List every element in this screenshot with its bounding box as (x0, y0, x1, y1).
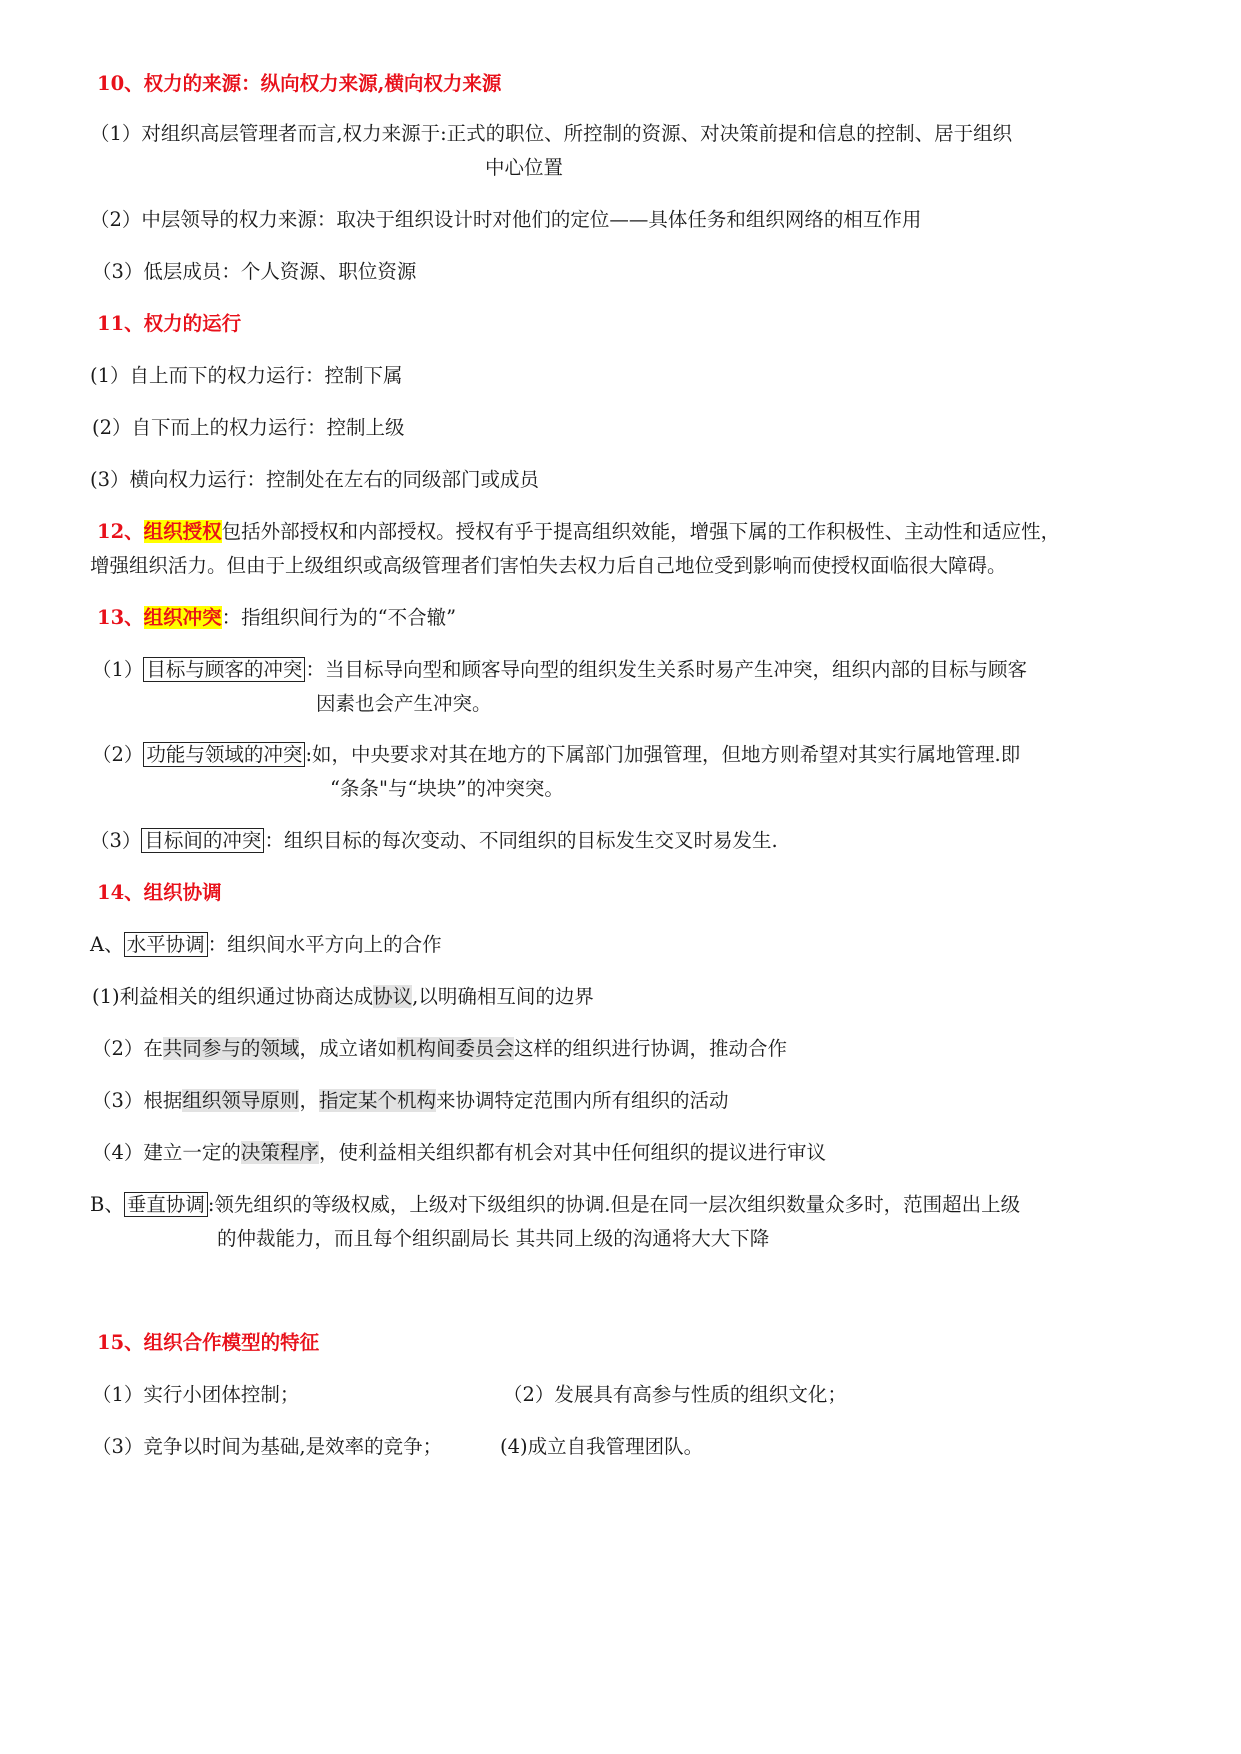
s12-text: 包括外部授权和内部授权。授权有乎于提高组织效能，增强下属的工作积极性、主动性和适应性， (221, 520, 1061, 543)
s14-a-item-3-text: （3）根据 (92, 1089, 183, 1112)
s13-item-3 (90, 827, 778, 855)
s14-a-boxed-term: 水平协调 (124, 932, 208, 957)
s13-item-3-boxed-term: 目标间的冲突 (141, 828, 264, 853)
heading-11: 11、权力的运行 (97, 312, 242, 335)
s14-b-prefix: B、 (90, 1193, 124, 1216)
s13-item-1-boxed-term: 目标与顾客的冲突 (143, 657, 305, 682)
s13-item-1-prefix: （1） (92, 658, 144, 681)
s10-item-3: （3）低层成员：个人资源、职位资源 (92, 260, 417, 283)
s14-a-item-2-highlight-1: 共同参与的领域 (162, 1037, 300, 1060)
s14-b-text: :领先组织的等级权威，上级对下级组织的协调.但是在同一层次组织数量众多时，范围超出上级 (207, 1193, 1021, 1216)
s14-a-item-3-text-mid: ， (299, 1089, 319, 1112)
s14-a-item-3-highlight-1: 组织领导原则 (182, 1089, 300, 1112)
s14-a-item-4-highlight: 决策程序 (240, 1141, 319, 1164)
s12-paragraph-line-1 (97, 518, 1060, 546)
s10-item-2: （2）中层领导的权力来源：取决于组织设计时对他们的定位——具体任务和组织网络的相互作用 (90, 208, 922, 231)
s13-item-3-prefix: （3） (90, 829, 142, 852)
heading-10: 10、权力的来源：纵向权力来源,横向权力来源 (97, 72, 502, 95)
heading-13-number: 13、 (97, 606, 144, 629)
s14-a-item-3-highlight-2: 指定某个机构 (318, 1089, 436, 1112)
s13-item-2-cont: “条条"与“块块”的冲突突。 (330, 777, 564, 800)
s14-horizontal-coordination (90, 931, 442, 959)
s14-a-item-1-text-end: ,以明确相互间的边界 (412, 985, 594, 1008)
s15-item-2: （2）发展具有高参与性质的组织文化； (503, 1383, 847, 1406)
s14-a-item-4-text-end: ，使利益相关组织都有机会对其中任何组织的提议进行审议 (318, 1141, 826, 1164)
s13-item-2-boxed-term: 功能与领域的冲突 (143, 742, 305, 767)
s14-a-item-3 (92, 1087, 728, 1115)
s14-a-item-2-text-mid: ，成立诸如 (299, 1037, 397, 1060)
s14-a-item-4 (92, 1139, 826, 1167)
s14-a-item-1 (92, 983, 594, 1011)
s15-item-1: （1）实行小团体控制； (92, 1383, 300, 1406)
s14-a-prefix: A、 (90, 933, 124, 956)
s13-item-1-cont: 因素也会产生冲突。 (316, 692, 492, 715)
s13-intro-text: ：指组织间行为的“不合辙” (221, 606, 457, 629)
s15-item-3: （3）竞争以时间为基础,是效率的竞争； (92, 1435, 443, 1458)
s13-item-2-text: :如，中央要求对其在地方的下属部门加强管理，但地方则希望对其实行属地管理.即 (305, 743, 1021, 766)
s10-item-1-cont: 中心位置 (485, 156, 564, 179)
s13-item-1 (92, 656, 1027, 684)
s13-item-2-prefix: （2） (92, 743, 144, 766)
s14-a-item-2-highlight-2: 机构间委员会 (396, 1037, 514, 1060)
s14-a-item-2-text: （2）在 (92, 1037, 163, 1060)
s14-a-item-2 (92, 1035, 787, 1063)
s14-a-item-4-text: （4）建立一定的 (92, 1141, 241, 1164)
s14-b-cont: 的仲裁能力，而且每个组织副局长 其共同上级的沟通将大大下降 (217, 1227, 770, 1250)
s13-item-3-text: ：组织目标的每次变动、不同组织的目标发生交叉时易发生. (264, 829, 778, 852)
s14-a-item-1-text: (1)利益相关的组织通过协商达成 (92, 985, 374, 1008)
s11-item-3: (3）横向权力运行：控制处在左右的同级部门或成员 (90, 468, 540, 491)
s14-a-item-3-text-end: 来协调特定范围内所有组织的活动 (435, 1089, 729, 1112)
s12-paragraph-line-2: 增强组织活力。但由于上级组织或高级管理者们害怕失去权力后自己地位受到影响而使授权面临很大障碍。 (90, 554, 1007, 577)
heading-12-term: 组织授权 (143, 520, 222, 543)
heading-12-number: 12、 (97, 520, 144, 543)
s14-b-boxed-term: 垂直协调 (124, 1192, 208, 1217)
s11-item-1: (1）自上而下的权力运行：控制下属 (90, 364, 403, 387)
s10-item-1: （1）对组织高层管理者而言,权力来源于:正式的职位、所控制的资源、对决策前提和信息的控制、居于组织 (90, 122, 1013, 145)
heading-15: 15、组织合作模型的特征 (97, 1331, 320, 1354)
s14-a-item-1-highlight: 协议 (373, 985, 413, 1008)
s14-vertical-coordination (90, 1191, 1020, 1219)
s14-a-text: ：组织间水平方向上的合作 (207, 933, 442, 956)
s15-item-4: (4)成立自我管理团队。 (500, 1435, 704, 1458)
heading-13-term: 组织冲突 (143, 606, 222, 629)
heading-14: 14、组织协调 (97, 881, 222, 904)
heading-13-line (97, 604, 456, 632)
s13-item-2 (92, 741, 1020, 769)
s14-a-item-2-text-end: 这样的组织进行协调，推动合作 (513, 1037, 787, 1060)
s13-item-1-text: ：当目标导向型和顾客导向型的组织发生关系时易产生冲突，组织内部的目标与顾客 (305, 658, 1027, 681)
s11-item-2: (2）自下而上的权力运行：控制上级 (92, 416, 405, 439)
